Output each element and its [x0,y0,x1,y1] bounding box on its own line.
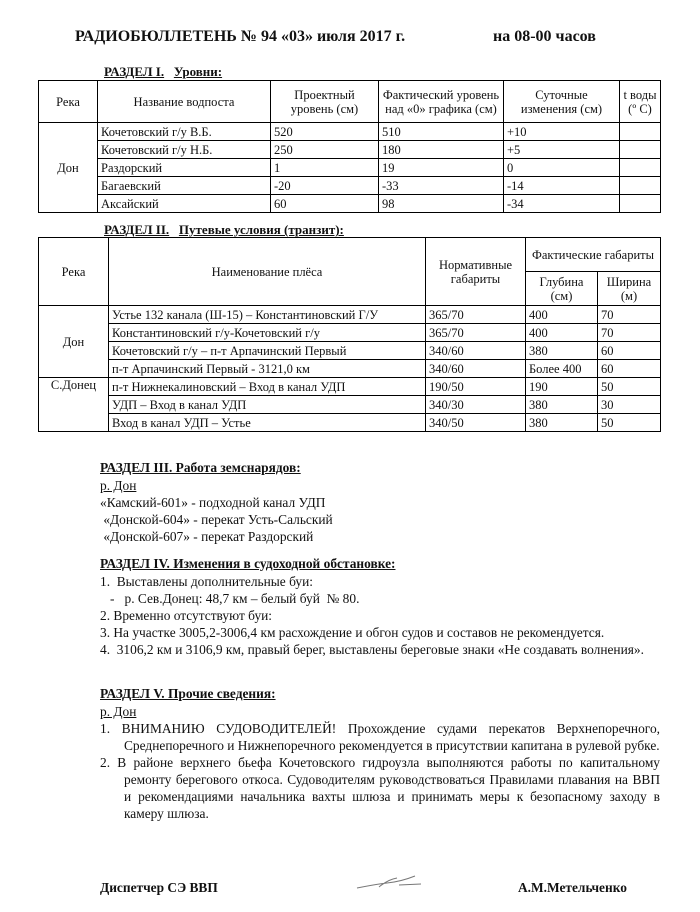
footer [100,880,660,896]
table-row: Раздорский 1 19 0 [39,159,661,177]
river-cell: Дон [39,306,109,378]
col-normative: Нормативные габариты [426,238,526,306]
dispatcher-label: Диспетчер СЭ ВВП [100,880,218,895]
list-item: 1. ВНИМАНИЮ СУДОВОДИТЕЛЕЙ! Прохождение судами перекатов Верхнепоречного, Среднепоречного и Нижнепоречного рекомендуется в присутствии капитана в рулевой рубке. [100,721,660,753]
section5-other [100,685,660,822]
table-row: Аксайский 60 98 -34 [39,195,661,213]
col-water-temp: t воды (º С) [620,81,661,123]
table-row: Багаевский -20 -33 -14 [39,177,661,195]
section2-title: РАЗДЕЛ II. Путевые условия (транзит): [104,222,344,237]
bulletin-header [75,28,596,46]
list-item: - р. Сев.Донец: 48,7 км – белый буй № 80. [110,591,360,606]
route-conditions-table [38,237,661,432]
list-item: 4. 3106,2 км и 3106,9 км, правый берег, выставлены береговые знаки «Не создавать волнения». [100,642,644,657]
col-width: Ширина (м) [598,272,661,306]
section4-title: РАЗДЕЛ IV. Изменения в судоходной обстановке: [100,556,396,571]
col-daily-change: Суточные изменения (см) [504,81,620,123]
col-design-level: Проектный уровень (см) [271,81,379,123]
col-actual-dimensions: Фактические габариты [526,238,661,272]
section3-river: р. Дон [100,478,137,493]
section1-title: РАЗДЕЛ I. Уровни: [104,64,223,79]
levels-table [38,80,661,213]
col-river: Река [39,238,109,306]
table-row: п-т Арпачинский Первый - 3121,0 км 340/60 Более 400 60 [39,360,661,378]
col-river: Река [39,81,98,123]
col-actual-level: Фактический уровень над «0» графика (см) [379,81,504,123]
list-item: «Камский-601» - подходной канал УДП [100,495,326,510]
table-row: Вход в канал УДП – Устье 340/50 380 50 [39,414,661,432]
table-row: Константиновский г/у-Кочетовский г/у 365/70 400 70 [39,324,661,342]
section5-title: РАЗДЕЛ V. Прочие сведения: [100,686,276,701]
col-reach-name: Наименование плёса [109,238,426,306]
section4-changes [100,555,660,658]
list-item: 2. В районе верхнего бьефа Кочетовского гидроузла выполняются работы по капитальному ремонту берегового откоса. Судоводителям руководствоваться Правилами плавания на ВВП и рекомендациями начальника вахты шлюза и принимать меры к безопасному заходу в камеру шлюза. [100,755,660,821]
table-row: УДП – Вход в канал УДП 340/30 380 30 [39,396,661,414]
dispatcher-name: А.М.Метельченко [518,880,627,895]
list-item: 1. Выставлены дополнительные буи: [100,574,313,589]
list-item: «Донской-604» - перекат Усть-Сальский [100,512,333,527]
table-row: С.Донец п-т Нижнекалиновский – Вход в канал УДП 190/50 190 50 [39,378,661,396]
section5-river: р. Дон [100,704,137,719]
col-post-name: Название водпоста [98,81,271,123]
section3-title: РАЗДЕЛ III. Работа земснарядов: [100,460,301,475]
river-cell: Дон [39,123,98,213]
table-row: Дон Устье 132 канала (Ш-15) – Константиновский Г/У 365/70 400 70 [39,306,661,324]
list-item: 2. Временно отсутствуют буи: [100,608,273,623]
section3-dredgers [100,459,660,545]
list-item: «Донской-607» - перекат Раздорский [100,529,314,544]
levels-header-row [39,81,661,123]
bulletin-title: РАДИОБЮЛЛЕТЕНЬ № 94 «03» июля 2017 г. [75,28,406,45]
route-header-row [39,238,661,272]
table-row: Дон Кочетовский г/у В.Б. 520 510 +10 [39,123,661,141]
river-cell: С.Донец [39,378,109,432]
col-depth: Глубина (см) [526,272,598,306]
list-item: 3. На участке 3005,2-3006,4 км расхождение и обгон судов и составов не рекомендуется. [100,625,605,640]
bulletin-time: на 08-00 часов [493,28,596,45]
table-row: Кочетовский г/у Н.Б. 250 180 +5 [39,141,661,159]
table-row: Кочетовский г/у – п-т Арпачинский Первый 340/60 380 60 [39,342,661,360]
